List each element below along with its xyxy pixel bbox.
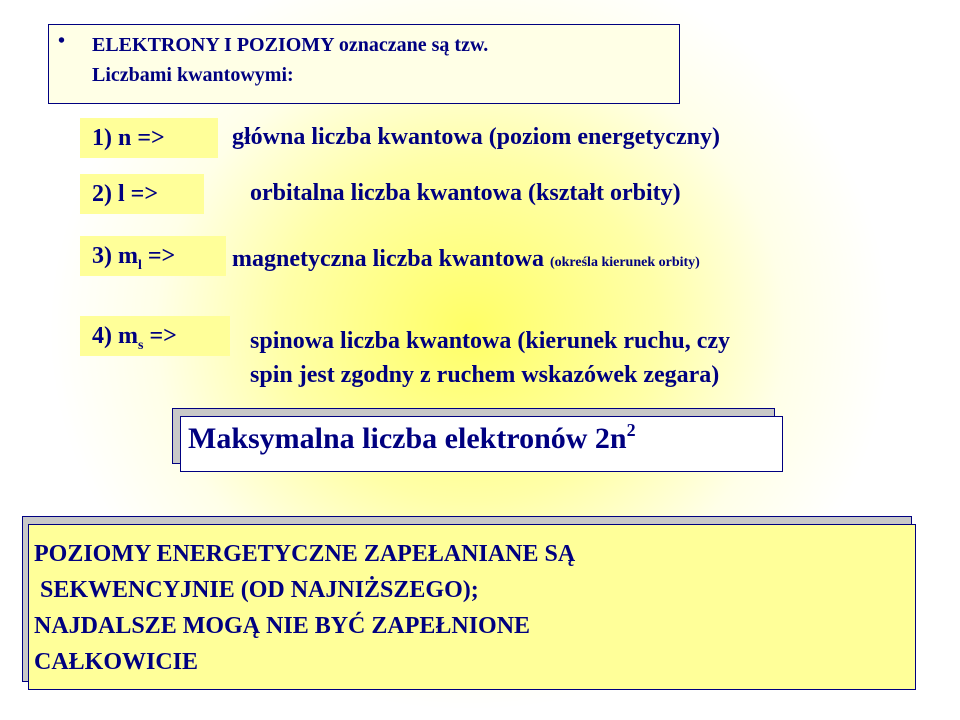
bottom-line-3: NAJDALSZE MOGĄ NIE BYĆ ZAPEŁNIONE bbox=[34, 613, 531, 639]
max-electrons-superscript: 2 bbox=[626, 420, 636, 440]
desc-ms-line-2: spin jest zgodny z ruchem wskazówek zegara) bbox=[250, 362, 720, 388]
quantum-number-desc-ml bbox=[232, 246, 700, 273]
label-ms-subscript: s bbox=[137, 338, 144, 353]
desc-ml-note: (określa kierunek orbity) bbox=[549, 255, 700, 270]
header-text bbox=[92, 30, 672, 90]
header-line-1: ELEKTRONY I POZIOMY oznaczane są tzw. bbox=[92, 34, 489, 56]
label-ml-subscript: l bbox=[137, 258, 142, 273]
label-ml-arrow: => bbox=[141, 243, 176, 269]
bottom-line-4: CAŁKOWICIE bbox=[34, 649, 199, 675]
quantum-number-label-ms bbox=[80, 316, 230, 356]
quantum-number-label-n: 1) n => bbox=[80, 118, 218, 158]
label-ms-main: 4) m bbox=[92, 323, 138, 349]
max-electrons-text bbox=[188, 420, 636, 456]
quantum-number-label-ml bbox=[80, 236, 226, 276]
quantum-number-desc-ms bbox=[250, 324, 730, 392]
quantum-number-desc-l: orbitalna liczba kwantowa (kształt orbity) bbox=[250, 180, 681, 206]
quantum-number-desc-n: główna liczba kwantowa (poziom energetyczny) bbox=[232, 124, 720, 150]
max-electrons-main: Maksymalna liczba elektronów 2n bbox=[188, 422, 627, 455]
label-ms-arrow: => bbox=[143, 323, 177, 349]
quantum-number-label-l: 2) l => bbox=[80, 174, 204, 214]
desc-ms-line-1: spinowa liczba kwantowa (kierunek ruchu, czy bbox=[250, 328, 731, 354]
bottom-note-text bbox=[34, 536, 575, 680]
bullet-marker: • bbox=[58, 30, 66, 52]
bottom-line-1: POZIOMY ENERGETYCZNE ZAPEŁANIANE SĄ bbox=[34, 541, 576, 567]
desc-ml-main: magnetyczna liczba kwantowa bbox=[232, 246, 544, 272]
label-ml-main: 3) m bbox=[92, 243, 138, 269]
bottom-line-2: SEKWENCYJNIE (OD NAJNIŻSZEGO); bbox=[34, 577, 479, 603]
header-line-2: Liczbami kwantowymi: bbox=[92, 64, 294, 86]
